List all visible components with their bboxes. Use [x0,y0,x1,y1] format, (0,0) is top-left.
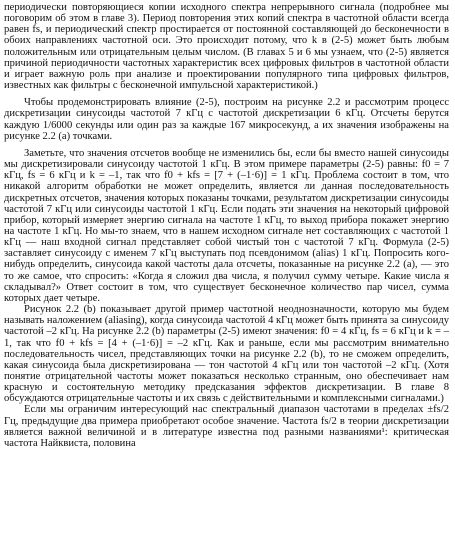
paragraph-nyquist: Если мы ограничим интересующий нас спектральный диапазон частотами в пределах ±fs/2 Гц, предыдущие два примера приобретают особое значение. Частота fs/2 в теории дискретизации является важной величиной и в литературе известна под разными названиями¹: критическая частота Найквиста, половина [4,404,449,449]
paragraph-demonstration: Чтобы продемонстрировать влияние (2-5), построим на рисунке 2.2 и рассмотрим процесс дискретизации синусоиды частотой 7 кГц с частотой дискретизации 6 кГц. Отсчеты берутся каждую 1/6000 секунды или один раз за каждые 167 микросекунд, а их значения изображены на рисунке 2.2 (a) точками. [4,97,449,142]
paragraph-aliasing-example: Рисунок 2.2 (b) показывает другой пример частотной неоднозначности, которую мы будем называть наложением (aliasing), когда синусоида частотой 4 кГц может быть принята за синусоиду частотой –2 кГц. На рисунке 2.2 (b) параметры (2-5) имеют значения: f0 = 4 кГц, fs = 6 кГц и k = –1, так что f0 + kfs = [4 + (–1·6)] = –2 кГц. Как и раньше, если мы рассмотрим внимательно последовательность чисел, представляющих точки на рисунке 2.2 (b), то не сможем определить, какая синусоида была дискретизирована — тон частотой 4 кГц или тон частотой –2 кГц. (Хотя понятие отрицательной частоты может показаться несколько странным, оно обеспечивает нам красную и состоятельную методику предсказания эффектов дискретизации. В главе 8 обсуждаются отрицательные частоты и их связь с действительными и комплексными сигналами.) [4,304,449,405]
paragraph-periodic-spectrum: периодически повторяющиеся копии исходного спектра непрерывного сигнала (подробнее мы поговорим об этом в главе 3). Период повторения этих копий спектра в частотной области всегда равен fs, и периодический спектр простирается от постоянной составляющей до бесконечности в обоих направлениях частотной оси. Это происходит потому, что k в (2-5) может быть любым положительным или отрицательным целым числом. (В главах 5 и 6 мы узнаем, что (2-5) является причиной периодичности частотных характеристик всех цифровых фильтров в частотной области и играет важную роль при анализе и проектировании популярного типа цифровых фильтров, известных как фильтры с бесконечной импульсной характеристикой.) [4,2,449,92]
paragraph-sample-values: Заметьте, что значения отсчетов вообще не изменились бы, если бы вместо нашей синусоиды мы дискретизировали синусоиду частотой 1 кГц. В этом примере параметры (2-5) равны: f0 = 7 кГц, fs = 6 кГц и k = –1, так что f0 + kfs = [7 + (–1·6)] = 1 кГц. Проблема состоит в том, что никакой алгоритм обработки не может определить, является ли данная последовательность дискретных отсчетов, значения которых показаны точками, результатом дискретизации синусоиды частотой 7 кГц или синусоиды частотой 1 кГц. Если подать эти значения на некоторый цифровой прибор, который измеряет энергию сигнала на частоте 1 кГц, то выход прибора покажет энергию на частоте 1 кГц. Но мы-то знаем, что в нашем исходном сигнале нет составляющих с частотой 1 кГц — наш входной сигнал представляет собой чистый тон с частотой 7 кГц. Формула (2-5) заставляет синусоиду с именем 7 кГц выступать под псевдонимом (alias) 1 кГц. Попросить кого-нибудь определить, синусоида какой частоты дала отсчеты, показанные на рисунке 2.2 (a), — это то же самое, что спросить: «Когда я сложил два числа, я получил сумму четыре. Какие числа я складывал?» Ответ состоит в том, что существует бесконечное количество пар чисел, сумма которых дает четыре. [4,147,449,304]
